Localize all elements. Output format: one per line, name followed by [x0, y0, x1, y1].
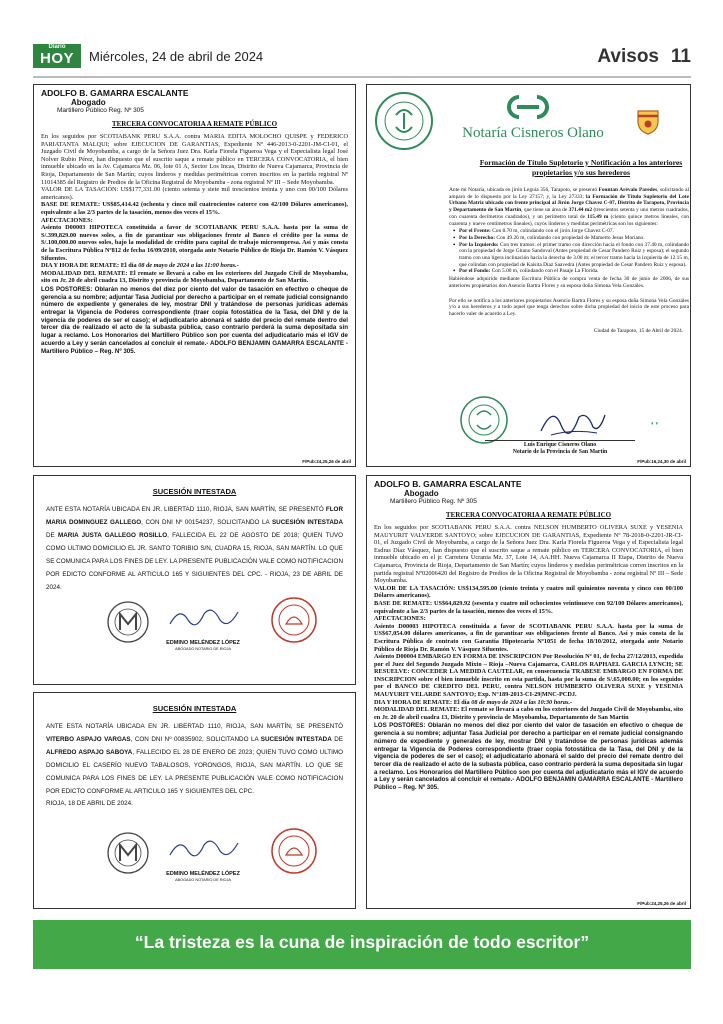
notaria-title: Formación de Título Supletorio y Notificación a los anteriores propietarios y/o sus herederos	[479, 158, 683, 177]
notary-seal-icon	[106, 600, 150, 644]
embargo-text: Asiento D00004 EMBARGO EN FORMA DE INSCRIPCION Por Resolución Nº 01, de fecha 27/12/2013, expedida por el Juez del Segundo Juzgado Mixto – Rioja –Nueva Cajamarca, CARLOS RAPHAEL GARCIA LYNCH; SE RESUELVE: CONCEDER LA MEDIDA CAUTELAR, en consecuencia TRABESE EMBARGO EN FORMA DE INSCRIPCION sobre el bien inmueble inscrito en esta partida, hasta por la suma de S/.65,000.00; en los seguidos por el BANCO DE CREDITO DEL PERU, contra NELSON HUMBERTO OLIVERA SUXE y YESENIA MAUYURIT VELARDE SANTOYO; Exp. N°189-2013-CI-29|MNC-PCDJ.	[374, 653, 683, 699]
notary-signature-icon	[166, 833, 242, 867]
succession-title: SUCESIÓN INTESTADA	[152, 487, 237, 496]
encumbrances-label: AFECTACIONES:	[374, 615, 426, 623]
notary-signature-icon	[166, 602, 242, 636]
notary-red-seal-icon	[270, 827, 318, 875]
notary-signature-role: Notario de la Provincia de San Martín	[512, 449, 608, 455]
encumbrances-label: AFECTACIONES:	[41, 216, 93, 224]
date-label: DIA Y HORA DE REMATE:	[41, 262, 120, 270]
notice-body	[374, 524, 683, 721]
succession-notice-2	[33, 692, 356, 909]
succession-body: ANTE ESTA NOTARÍA UBICADA EN JR. LIBERTAD 1110, RIOJA, SAN MARTÍN, SE PRESENTÓ VITERBO ASPAJO VARGAS, CON DNI Nº 00835902, SOLICITANDO LA SUCESIÓN INTESTADA DE ALFREDO ASPAJO SABOYA, FALLECIDO EL 28 DE ENERO DE 2023; QUIEN TUVO COMO ULTIMO DOMICILIO EL CASERÍO NUEVO TABALOSOS, YORONGOS, RIOJA, SAN MARTÍN. LO QUE SE COMUNICA PARA LOS FINES DE LEY. LA PRESENTE PUBLICACIÓN VALE COMO NOTIFICACION POR EDICTO CONFORME AL ARTICULO 165 Y SIGUIENTES DEL CPC.	[46, 723, 343, 795]
auction-notice-1	[33, 84, 356, 467]
notaria-name: Notaría Cisneros Olano	[462, 125, 604, 141]
attorney-reg: Martillero Público Reg. Nº 305	[57, 107, 144, 114]
encumbrances-text: Asiento D00003 HIPOTECA constituida a favor de SCOTIABANK PERU S.A.A. hasta por la suma de US$67,054.00 dólares americanos, a fin de garantizar sus obligaciones frente al Banco. Así y más consta de la Escritura Pública de contrato con Garantía Hipotecaria Nº1051 de fecha 18/10/2012, otorgada ante Notario Público de Rioja Dr. Ramón V. Vásquez Sifuentes.	[374, 622, 683, 653]
notaria-notice	[366, 84, 691, 467]
date-prefix: El día	[120, 262, 139, 270]
list-item: • Por la Izquierdo: Con tres tramos: el primer tramo con dirección hacia el fondo con 37.40 m, colindando con la propiedad de Jorge Gitano Sandoval (Antes propiedad de Cesar Pandero Ruiz y esposa); el segundo tramo con una ligera inclinación hacia la derecha de 3.00 m; el tercer tramo hacia la izquierda de 12.15 m, que colindan con propiedad de Kaisita Díaz Saavedra (Antes propiedad de Cesar Pandero Ruiz y esposa).	[453, 242, 689, 269]
coat-of-arms-icon	[635, 107, 661, 135]
notaria-signature-icon	[537, 403, 609, 439]
notice-paragraph: En los seguidos por SCOTIABANK PERU S.A.A. contra NELSON HUMBERTO OLIVERA SUXE y YESENIA MAUYURIT VALVERDE SANTOYO; sobre EJECUCION DE GARANTIAS, Expediente Nº 78-2018-0-2201-JR-CI-01, el Juzgado Civil de Moyobamba, a cargo de la Señora Juez Dra. Karla Fiorela Figueroa Vega y el Especialista legal Esdras Díaz Vásquez, han dispuesto que el suscrito saque a remate público en TERCERA CONVOCATORIA, el bien inmueble ubicado en el jr. Carretera Ucrania Mz. 37, Lote 14, AA.HH. Nueva Cajamarca II Etapa, Distrito de Nueva Cajamarca, Provincia de Rioja, Departamento de San Martín; cuyos linderos y medidas perimétricas corren inscritos en la partida registral Nº02006420 del Registro de Predios de la Oficina Registral de Moyobamba - zona registral Nº III – Sede Moyobamba.	[374, 524, 683, 585]
attorney-name: ADOLFO B. GAMARRA ESCALANTE	[41, 88, 189, 98]
notaria-seal-icon	[374, 91, 434, 151]
succession-notice-1	[33, 475, 356, 685]
succession-title: SUCESIÓN INTESTADA	[152, 704, 237, 713]
bidders-text: LOS POSTORES: Oblarán no menos del diez por ciento del valor de tasación en efectivo o cheque de gerencia a su nombre; adjuntar Tasa Judicial por derecho a participar en el remate judicial consignando número de expediente y generales de ley, mostrar DNI y tratándose de personas jurídicas además entregar la Vigencia de Poderes correspondiente (traer copia fotostática de la Tasa, del DNI y de la vigencia de poderes de ser el caso); el adjudicatario abonará el saldo del precio del remate dentro del tercer día de realizado el acto de la subasta pública, caso contrario perderá la suma depositada sin lugar a reclamo. Los Honorarios del Martillero Público son por cuenta del adjudicatario más el IGV de acuerdo a Ley y serán cancelados al concluir el remate.- ADOLFO BENJAMIN GAMARRA ESCALANTE - Martillero Público – Reg. Nº 305.	[374, 722, 683, 792]
modality-text: MODALIDAD DEL REMATE: El remate se llevará a cabo en los exteriores del Juzgado Civil de Moyobamba, sito en Jr. 20 de abril cuadra 13, Distrito y provincia de Moyobamba, Departamento de San Martín.	[41, 269, 348, 285]
valuation-text: VALOR DE LA TASACIÓN: US$134,595.00 (ciento treinta y cuatro mil quinientos noventa y cinco con 00/100 Dólares americanos).	[374, 584, 683, 600]
acquisition-text: Habiéndose adquirido mediante Escritura Pública de compra venta de fecha 30 de junio de 2006, de sus anteriores propietarios don Asencio Bartra Flores y su esposa doña Simona Vela Gonzáles.	[449, 276, 689, 289]
auction-datetime: 08 de mayo de 2024 a las 11:00 horas.-	[138, 262, 239, 270]
notaria-logo-icon	[505, 93, 551, 121]
notice-body	[41, 133, 348, 285]
attorney-block	[41, 88, 348, 114]
notary-signature-name: EDMINO MELÉNDEZ LÓPEZ	[166, 640, 240, 646]
page-number: 11	[670, 46, 691, 67]
place-date: - RIOJA, 23 DE ABRIL DE 2024.	[46, 571, 344, 591]
notary-red-seal-icon	[270, 596, 318, 644]
place-date: RIOJA, 18 DE ABRIL DE 2024.	[46, 800, 133, 807]
auction-notice-2	[366, 475, 691, 909]
small-brand-logo: ◐◑	[651, 421, 659, 427]
bidders-text: LOS POSTORES: Oblarán no menos del diez por ciento del valor de tasación en efectivo o cheque de gerencia a su nombre; adjuntar Tasa Judicial por derecho a participar en el remate judicial consignando número de expediente y generales de ley, mostrar DNI y tratándose de personas jurídicas además entregar la Vigencia de Poderes correspondiente (traer copia fotostática de la Tasa, del DNI y de la vigencia de poderes de ser el caso); el adjudicatario abonará el saldo del precio del remate dentro del tercer día de realizado el acto de la subasta pública, caso contrario perderá la suma depositada sin lugar a reclamo. Los Honorarios del Martillero Público son por cuenta del adjudicatario más el IGV de acuerdo a Ley y serán cancelados al concluir el remate.- ADOLFO BENJAMIN GAMARRA ESCALANTE - Martillero Público – Reg. Nº 305.	[41, 285, 348, 355]
publication-dates: F/Pub:24,25,26 de abril	[637, 901, 686, 906]
valuation-text: VALOR DE LA TASACIÓN: US$177,331.00 (ciento setenta y siete mil trescientos treinta y uno con 00/100 Dólares americanos).	[41, 186, 348, 201]
quote-banner	[33, 920, 691, 969]
notice-title: TERCERA CONVOCATORIA A REMATE PÚBLICO	[445, 511, 612, 519]
issue-date: Miércoles, 24 de abril de 2024	[89, 49, 264, 64]
section-title: Avisos	[597, 46, 659, 67]
masthead	[33, 44, 691, 74]
base-text: BASE DE REMATE: US$64,829.92 (sesenta y cuatro mil ochocientos veintinueve con 92/100 Dólares americanos), equivalente a las 2/3 partes de la tasación, menos dos veces el 15%.	[374, 599, 683, 615]
notification-text: Por ello se notifica a los anteriores propietarios Asencio Bartra Flores y su esposa doña Simona Vela Gonzáles y/o a sus herederos y a todo aquel que tenga derechos sobre dicha propiedad del inicio de este proceso para hacerlo valer de acuerdo a Ley.	[449, 297, 689, 317]
notaria-stamp-icon	[459, 395, 509, 445]
attorney-title: Abogado	[71, 98, 106, 107]
list-item: • Por el Fondo: Con 5.00 m, colindando con el Pasaje La Florida.	[453, 268, 689, 275]
city-date: Ciudad de Tarapoto, 15 de Abril de 2024.	[593, 327, 683, 334]
attorney-block	[374, 479, 683, 505]
notaria-body: Ante mi Notaría, ubicada en jirón Leguía 356, Tarapoto, se presentó Fountan Arévalo Paredes, solicitando al amparo de lo dispuesto por la Ley 27157; y, la Ley 27333; la Formación de Título Supletorio del Lote Urbano Matriz ubicado con frente principal al Jirón Jorge Chavez C-07, Distrito de Tarapoto, Provincia y Departamento de San Martín, que tiene un área de 371.44 m2 (trescientos setenta y uno metros cuadrados, con cuarenta decímetros cuadrados), y un perímetro total de 115.49 m (ciento quince metros lineales, con cuarenta y nueve centímetros lineales), cuyos linderos y medidas perimétricas son los siguientes: • Por el Frente: Con 8.70 m, colindando con el jirón Jorge Chavez C-07. • Por la Derecho: Con 49.26 m, colindando con propiedad de Mamerto Jesus Moriano. • Por la Izquierdo: Con tres tramos: el primer tramo con dirección hacia el fondo con 37.40 m, colindando con la propiedad de Jorge Gitano Sandoval (Antes propiedad de Cesar Pandero Ruiz y esposa); el segundo tramo con una ligera inclinación hacia la derecha de 3.00 m; el tercer tramo hacia la izquierda de 12.15 m, que colindan con propiedad de Kaisita Díaz Saavedra (Antes propiedad de Cesar Pandero Ruiz y esposa). • Por el Fondo: Con 5.00 m, colindando con el Pasaje La Florida. Habiéndose adquirido mediante Escritura Pública de compra venta de fecha 30 de junio de 2006, de sus anteriores propietarios don Asencio Bartra Flores y su esposa doña Simona Vela Gonzáles. Por ello se notifica a los anteriores propietarios Asencio Bartra Flores y su esposa doña Simona Vela Gonzáles y/o a sus herederos y a todo aquel que tenga derechos sobre dicha propiedad del inicio de este proceso para hacerlo valer de acuerdo a Ley. Ciudad de Tarapoto, 15 de Abril de 2024.	[449, 187, 689, 334]
boundaries-list	[453, 228, 689, 275]
attorney-title: Abogado	[404, 489, 439, 498]
notary-signature-name: Luis Enrique Cisneros Olano	[485, 440, 635, 448]
succession-body: ANTE ESTA NOTARÍA UBICADA EN JR. LIBERTAD 1110, RIOJA, SAN MARTÍN, SE PRESENTÓ FLOR MARIA DOMINGUEZ GALLEGO, CON DNI Nº 00154237, SOLICITANDO LA SUCESIÓN INTESTADA DE MARIA JUSTA GALLEGO ROSILLO, FALLECIDA EL 22 DE AGOSTO DE 2018; QUIEN TUVO COMO ULTIMO DOMICILIO EL JR. SANTO TORIBIO S/N, CUADRA 15, RIOJA, SAN MARTÍN. LO QUE SE COMUNICA PARA LOS FINES DE LEY. LA PRESENTE PUBLICACIÓN VALE COMO NOTIFICACION POR EDICTO CONFORME AL ARTICULO 165 Y SIGUIENTES DEL CPC. - RIOJA, 23 DE ABRIL DE 2024.	[46, 506, 344, 591]
list-item: • Por el Frente: Con 8.70 m, colindando con el jirón Jorge Chavez C-07.	[453, 228, 689, 235]
notary-signature-name: EDMINO MELÉNDEZ LÓPEZ	[166, 871, 240, 877]
publication-dates: F/Pub:16,24,30 de abril	[637, 459, 686, 464]
notice-title: TERCERA CONVOCATORIA A REMATE PÚBLICO	[111, 120, 278, 128]
notary-signature-role: ABOGADO NOTARIO DE RIOJA	[175, 878, 231, 882]
modality-text: MODALIDAD DEL REMATE: El remate se llevará a cabo en los exteriores del Juzgado Civil de Moyobamba, sito en Jr. 20 de abril cuadra 13, Distrito y provincia de Moyobamba, Departamento de San Martín	[374, 706, 683, 721]
quote-text: “La tristeza es la cuna de inspiración de todo escritor”	[134, 932, 590, 952]
attorney-name: ADOLFO B. GAMARRA ESCALANTE	[374, 479, 522, 489]
date-label: DIA Y HORA DE REMATE:	[374, 698, 453, 706]
publication-dates: F/Pub:24,25,26 de abril	[302, 459, 351, 464]
notary-signature-role: ABOGADO NOTARIO DE RIOJA	[175, 647, 231, 651]
base-text: BASE DE REMATE: US$85,414.42 (ochenta y cinco mil cuatrocientos catorce con 42/100 Dólares americanos), equivalente a las 2/3 partes de la tasación, menos dos veces el 15%.	[41, 201, 348, 216]
auction-datetime: 08 de mayo de 2024 a las 10:30 horas.-	[471, 698, 573, 706]
encumbrances-text: Asiento D00003 HIPOTECA constituida a favor de SCOTIABANK PERU S.A.A. hasta por la suma de S/.399,829.00 nuevos soles, a fin de garantizar sus obligaciones frente al Banco el crédito por la suma de S/.100,000.00 nuevos soles, bajo la modalidad de crédito para capital de trabajo microempresa. Así y más consta de la Escritura Pública Nº812 de fecha 16/09/2010, otorgada ante Notario Público de Rioja Dr. Ramón V. Vásquez Sifuentes.	[41, 224, 348, 262]
list-item: • Por la Derecho: Con 49.26 m, colindando con propiedad de Mamerto Jesus Moriano.	[453, 235, 689, 242]
newspaper-logo: Diario HOY	[33, 44, 81, 68]
attorney-reg: Martillero Público Reg. Nº 305	[390, 498, 477, 505]
header-divider	[33, 76, 691, 78]
notice-paragraph: En los seguidos por SCOTIABANK PERU S.A.A. contra MARIA EDITA MOLOCHO QUISPE y FEDERICO PARIATANTA MALQUI; sobre EJECUCION DE GARANTIAS, Expediente Nº 446-2013-0-2201-JM-CI-01, el Juzgado Civil de Moyobamba, a cargo de la Señora Juez Dra. Karla Fiorela Figueroa Vega y el Especialista legal José Nolver Rubio Pérez, han dispuesto que el suscrito saque a remate público en TERCERA CONVOCATORIA, el bien inmueble ubicado en la Av. Cajamarca Mz. 06, lote 01 A, Sector Los Incas, Distrito de Nueva Cajamarca, Provincia de Rioja, Departamento de San Martín; cuyos linderos y medidas perimétricas corren inscritos en la partida registral Nº 11014385 del Registro de Predios de la Oficina Registral de Moyobamba - zona registral Nº III – Sede Moyobamba.	[41, 133, 348, 186]
notary-seal-icon	[106, 831, 150, 875]
date-prefix: El día	[453, 698, 472, 706]
